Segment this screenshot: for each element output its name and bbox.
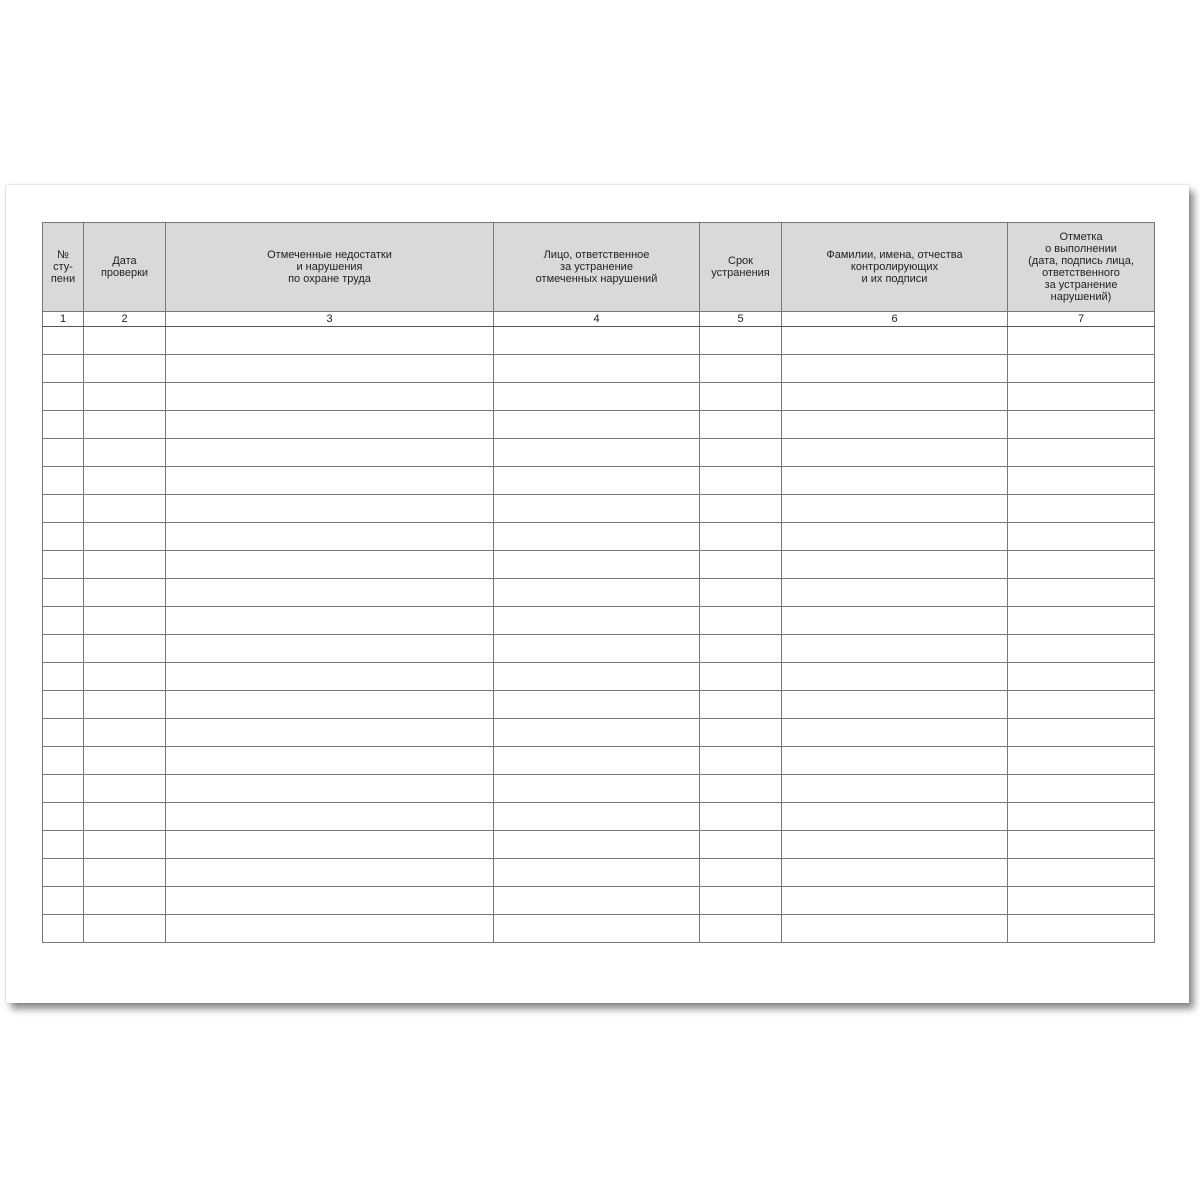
column-header <box>166 223 494 312</box>
table-cell[interactable] <box>700 831 782 859</box>
table-cell[interactable] <box>1008 327 1155 355</box>
table-cell[interactable] <box>782 411 1008 439</box>
table-cell[interactable] <box>700 439 782 467</box>
table-cell[interactable] <box>782 439 1008 467</box>
table-row <box>43 411 1155 439</box>
table-row <box>43 747 1155 775</box>
table-cell[interactable] <box>84 663 166 691</box>
column-number: 4 <box>494 312 700 327</box>
table-row <box>43 383 1155 411</box>
table-cell[interactable] <box>782 327 1008 355</box>
table-cell[interactable] <box>84 327 166 355</box>
table-cell[interactable] <box>782 915 1008 943</box>
table-cell[interactable] <box>43 439 84 467</box>
column-header-text: Лицо, ответственное за устранение отмеченных нарушений <box>535 249 658 285</box>
table-cell[interactable] <box>700 355 782 383</box>
table-cell[interactable] <box>166 495 494 523</box>
table-cell[interactable] <box>494 719 700 747</box>
table-cell[interactable] <box>700 747 782 775</box>
column-header-text: Отмеченные недостатки и нарушения по охране труда <box>267 249 392 285</box>
table-cell[interactable] <box>494 383 700 411</box>
column-header-text: Отметка о выполнении (дата, подпись лица, ответственного за устранение нарушений) <box>1028 231 1134 303</box>
column-header <box>782 223 1008 312</box>
table-cell[interactable] <box>166 355 494 383</box>
table-cell[interactable] <box>1008 607 1155 635</box>
table-cell[interactable] <box>166 607 494 635</box>
table-cell[interactable] <box>1008 831 1155 859</box>
table-cell[interactable] <box>700 915 782 943</box>
table-cell[interactable] <box>84 411 166 439</box>
column-header-text: № сту- пени <box>50 249 76 285</box>
table-row <box>43 327 1155 355</box>
table-cell[interactable] <box>700 327 782 355</box>
table-cell[interactable] <box>166 635 494 663</box>
table-row <box>43 831 1155 859</box>
table-cell[interactable] <box>700 383 782 411</box>
table-cell[interactable] <box>782 495 1008 523</box>
table-cell[interactable] <box>1008 915 1155 943</box>
table-cell[interactable] <box>1008 635 1155 663</box>
table-row <box>43 691 1155 719</box>
table-cell[interactable] <box>700 635 782 663</box>
table-cell[interactable] <box>166 915 494 943</box>
table-cell[interactable] <box>84 467 166 495</box>
column-header <box>84 223 166 312</box>
table-cell[interactable] <box>43 327 84 355</box>
table-cell[interactable] <box>782 775 1008 803</box>
table-cell[interactable] <box>494 467 700 495</box>
table-cell[interactable] <box>84 887 166 915</box>
table-cell[interactable] <box>166 691 494 719</box>
table-cell[interactable] <box>494 775 700 803</box>
column-number: 1 <box>43 312 84 327</box>
table-cell[interactable] <box>43 495 84 523</box>
table-cell[interactable] <box>1008 803 1155 831</box>
table-cell[interactable] <box>494 607 700 635</box>
table-cell[interactable] <box>166 831 494 859</box>
table-row <box>43 803 1155 831</box>
table-cell[interactable] <box>84 579 166 607</box>
column-number-row <box>43 312 1155 327</box>
table-row <box>43 523 1155 551</box>
table-cell[interactable] <box>700 411 782 439</box>
table-cell[interactable] <box>494 327 700 355</box>
table-cell[interactable] <box>494 887 700 915</box>
table-cell[interactable] <box>166 439 494 467</box>
table-cell[interactable] <box>84 439 166 467</box>
table-cell[interactable] <box>1008 691 1155 719</box>
table-cell[interactable] <box>84 383 166 411</box>
table-row <box>43 551 1155 579</box>
column-header-text: Дата проверки <box>100 255 149 279</box>
table-cell[interactable] <box>43 523 84 551</box>
table-cell[interactable] <box>700 579 782 607</box>
table-cell[interactable] <box>494 859 700 887</box>
table-cell[interactable] <box>43 831 84 859</box>
column-header <box>43 223 84 312</box>
table-cell[interactable] <box>43 803 84 831</box>
table-cell[interactable] <box>494 551 700 579</box>
table-cell[interactable] <box>494 523 700 551</box>
column-number: 3 <box>166 312 494 327</box>
table-cell[interactable] <box>494 495 700 523</box>
table-cell[interactable] <box>782 859 1008 887</box>
table-cell[interactable] <box>84 495 166 523</box>
table-cell[interactable] <box>1008 411 1155 439</box>
table-cell[interactable] <box>700 551 782 579</box>
table-cell[interactable] <box>700 495 782 523</box>
table-cell[interactable] <box>1008 859 1155 887</box>
table-cell[interactable] <box>166 775 494 803</box>
column-number: 7 <box>1008 312 1155 327</box>
table-row <box>43 719 1155 747</box>
table-cell[interactable] <box>1008 887 1155 915</box>
journal-page <box>6 185 1189 1003</box>
table-cell[interactable] <box>1008 467 1155 495</box>
table-cell[interactable] <box>782 887 1008 915</box>
table-cell[interactable] <box>43 887 84 915</box>
table-body <box>43 327 1155 943</box>
journal-table <box>42 222 1155 943</box>
table-cell[interactable] <box>166 579 494 607</box>
table-cell[interactable] <box>84 747 166 775</box>
column-number: 6 <box>782 312 1008 327</box>
table-cell[interactable] <box>166 327 494 355</box>
table-cell[interactable] <box>782 663 1008 691</box>
table-cell[interactable] <box>166 551 494 579</box>
table-cell[interactable] <box>84 803 166 831</box>
table-cell[interactable] <box>166 859 494 887</box>
table-cell[interactable] <box>494 439 700 467</box>
table-cell[interactable] <box>43 719 84 747</box>
table-cell[interactable] <box>700 859 782 887</box>
table-cell[interactable] <box>494 355 700 383</box>
table-cell[interactable] <box>1008 439 1155 467</box>
table-cell[interactable] <box>43 383 84 411</box>
table-cell[interactable] <box>166 747 494 775</box>
table-cell[interactable] <box>43 411 84 439</box>
table-cell[interactable] <box>43 607 84 635</box>
table-cell[interactable] <box>84 607 166 635</box>
table-cell[interactable] <box>494 411 700 439</box>
table-cell[interactable] <box>43 635 84 663</box>
table-cell[interactable] <box>43 579 84 607</box>
column-header <box>494 223 700 312</box>
table-cell[interactable] <box>494 747 700 775</box>
table-cell[interactable] <box>700 467 782 495</box>
table-row <box>43 439 1155 467</box>
table-cell[interactable] <box>1008 551 1155 579</box>
table-cell[interactable] <box>84 551 166 579</box>
table-cell[interactable] <box>494 635 700 663</box>
table-cell[interactable] <box>700 803 782 831</box>
table-cell[interactable] <box>782 831 1008 859</box>
table-cell[interactable] <box>43 467 84 495</box>
table-cell[interactable] <box>166 719 494 747</box>
table-header-row <box>43 223 1155 312</box>
table-cell[interactable] <box>782 355 1008 383</box>
column-header-text: Фамилии, имена, отчества контролирующих и их подписи <box>826 249 963 285</box>
table-cell[interactable] <box>494 579 700 607</box>
table-cell[interactable] <box>782 691 1008 719</box>
table-cell[interactable] <box>1008 383 1155 411</box>
table-row <box>43 663 1155 691</box>
table-cell[interactable] <box>494 915 700 943</box>
table-cell[interactable] <box>1008 719 1155 747</box>
table-cell[interactable] <box>43 915 84 943</box>
table-row <box>43 467 1155 495</box>
table-cell[interactable] <box>782 747 1008 775</box>
table-cell[interactable] <box>84 635 166 663</box>
column-header <box>1008 223 1155 312</box>
table-cell[interactable] <box>84 775 166 803</box>
table-row <box>43 607 1155 635</box>
table-cell[interactable] <box>1008 663 1155 691</box>
table-cell[interactable] <box>782 803 1008 831</box>
table-cell[interactable] <box>166 383 494 411</box>
table-cell[interactable] <box>43 663 84 691</box>
table-cell[interactable] <box>43 355 84 383</box>
table-cell[interactable] <box>84 355 166 383</box>
table-cell[interactable] <box>1008 355 1155 383</box>
table-cell[interactable] <box>782 607 1008 635</box>
table-cell[interactable] <box>1008 747 1155 775</box>
table-cell[interactable] <box>84 859 166 887</box>
table-cell[interactable] <box>782 579 1008 607</box>
table-cell[interactable] <box>166 411 494 439</box>
column-header <box>700 223 782 312</box>
table-cell[interactable] <box>1008 775 1155 803</box>
table-cell[interactable] <box>43 691 84 719</box>
table-row <box>43 355 1155 383</box>
table-cell[interactable] <box>84 523 166 551</box>
table-cell[interactable] <box>494 691 700 719</box>
table-row <box>43 915 1155 943</box>
table-cell[interactable] <box>700 607 782 635</box>
table-cell[interactable] <box>700 691 782 719</box>
table-cell[interactable] <box>700 523 782 551</box>
table-cell[interactable] <box>782 383 1008 411</box>
table-cell[interactable] <box>1008 523 1155 551</box>
table-cell[interactable] <box>43 775 84 803</box>
table-cell[interactable] <box>166 887 494 915</box>
table-cell[interactable] <box>782 719 1008 747</box>
table-cell[interactable] <box>84 691 166 719</box>
table-cell[interactable] <box>43 747 84 775</box>
column-number: 2 <box>84 312 166 327</box>
table-row <box>43 859 1155 887</box>
table-row <box>43 495 1155 523</box>
table-cell[interactable] <box>700 719 782 747</box>
table-cell[interactable] <box>782 551 1008 579</box>
table-cell[interactable] <box>1008 579 1155 607</box>
table-cell[interactable] <box>43 551 84 579</box>
table-cell[interactable] <box>166 803 494 831</box>
table-cell[interactable] <box>700 663 782 691</box>
table-cell[interactable] <box>494 663 700 691</box>
table-cell[interactable] <box>84 719 166 747</box>
column-number: 5 <box>700 312 782 327</box>
table-cell[interactable] <box>84 831 166 859</box>
table-cell[interactable] <box>166 663 494 691</box>
table-cell[interactable] <box>494 803 700 831</box>
table-cell[interactable] <box>43 859 84 887</box>
table-cell[interactable] <box>1008 495 1155 523</box>
table-row <box>43 887 1155 915</box>
table-cell[interactable] <box>782 467 1008 495</box>
column-header-text: Срок устранения <box>711 255 770 279</box>
table-cell[interactable] <box>700 887 782 915</box>
table-row <box>43 579 1155 607</box>
table-row <box>43 635 1155 663</box>
table-cell[interactable] <box>166 523 494 551</box>
table-cell[interactable] <box>84 915 166 943</box>
table-cell[interactable] <box>782 635 1008 663</box>
table-row <box>43 775 1155 803</box>
table-cell[interactable] <box>494 831 700 859</box>
table-cell[interactable] <box>166 467 494 495</box>
table-cell[interactable] <box>782 523 1008 551</box>
table-cell[interactable] <box>700 775 782 803</box>
